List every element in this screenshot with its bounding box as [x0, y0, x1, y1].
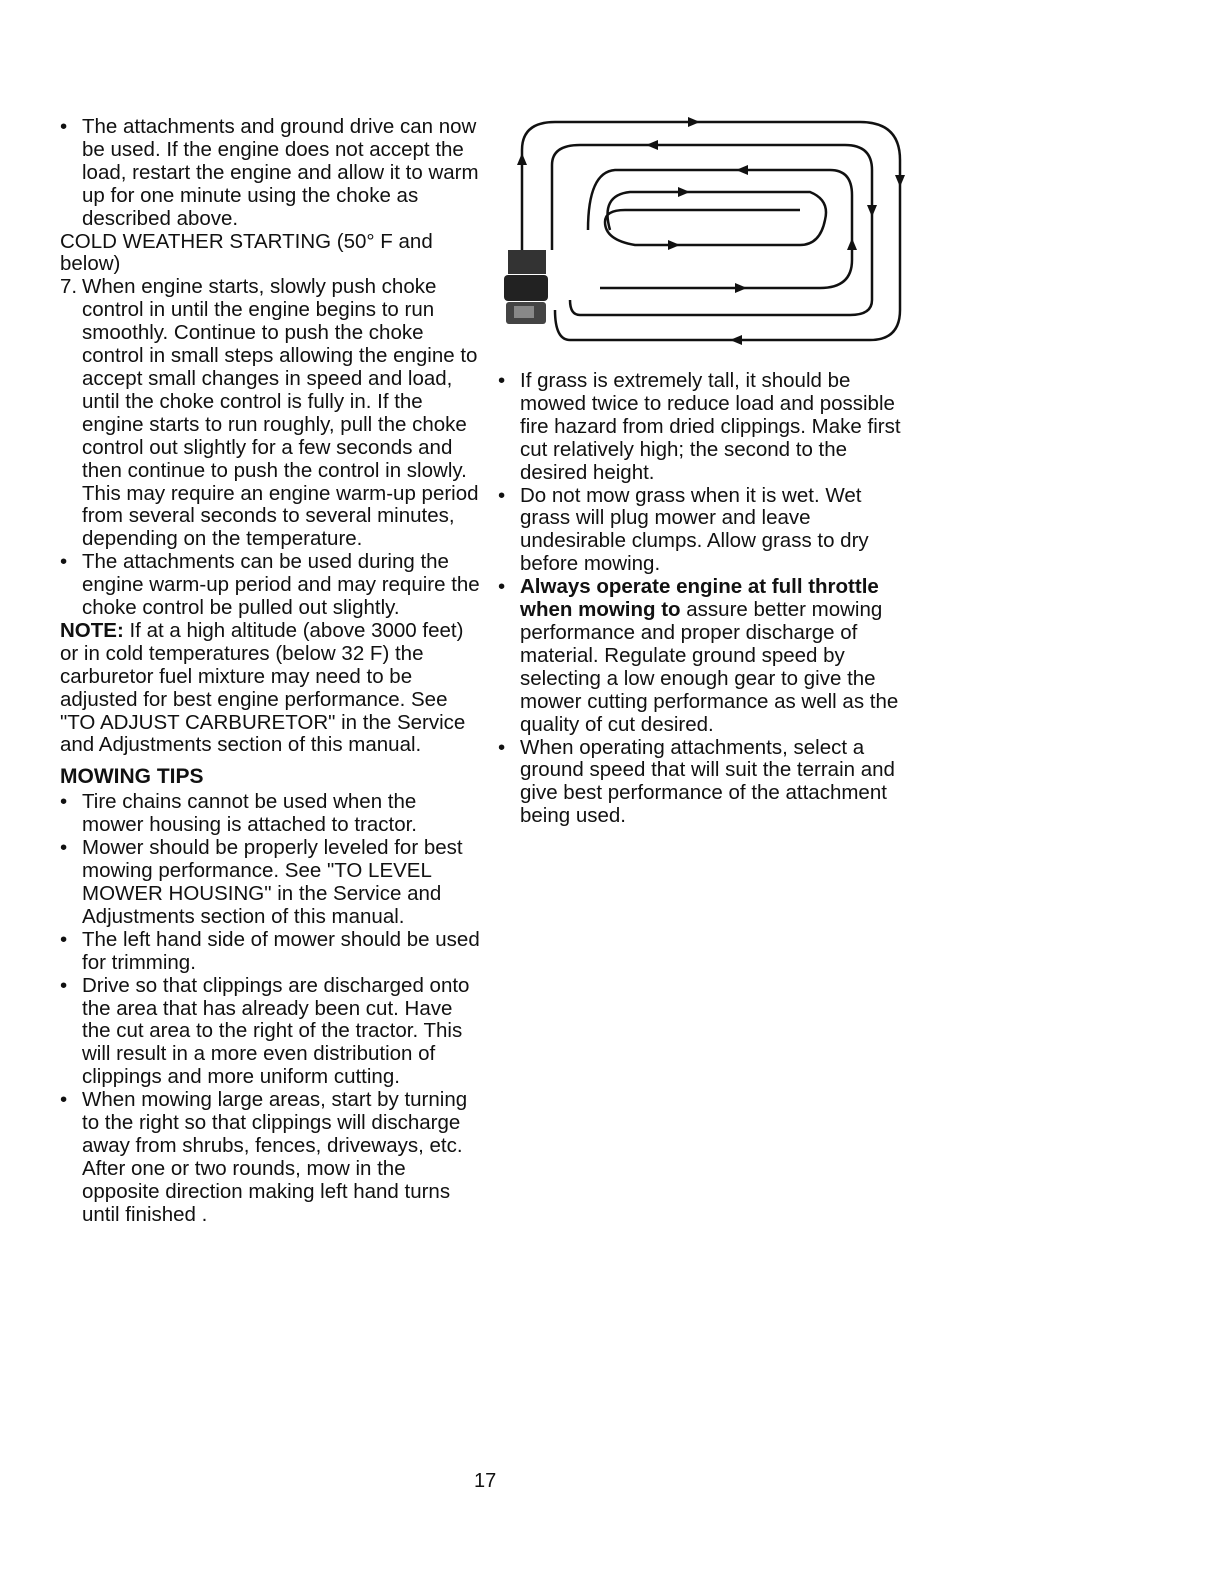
bullet-dot: • [60, 115, 68, 138]
inner-oval-path [605, 192, 826, 245]
mowing-pattern-diagram [500, 110, 920, 360]
bullet-dot: • [60, 790, 68, 814]
bullet-dot: • [498, 369, 506, 392]
arrow-right [735, 283, 747, 293]
list-item [60, 975, 480, 1090]
bullet-text: Tire chains cannot be used when the mower housing is attached to tractor. [82, 790, 418, 837]
bullet-text: Mower should be properly leveled for best mowing performance. See "TO LEVEL MOWER HOUSING" in the Service and Adjustments section of this manual. [82, 836, 463, 928]
bullet-attachments-warmup [60, 551, 480, 620]
bullet-text: The left hand side of mower should be used for trimming. [82, 927, 480, 974]
list-item [498, 737, 908, 829]
list-item [60, 1089, 480, 1226]
list-item [60, 929, 480, 975]
note-label: NOTE: [60, 618, 124, 642]
list-item [498, 370, 908, 485]
bullet-text: When mowing large areas, start by turning to the right so that clippings will discharge away from shrubs, fences, driveways, etc. After one or two rounds, mow in the opposite direction making left hand turns until finished . [82, 1088, 468, 1226]
arrow-left [646, 140, 658, 150]
tractor-icon [504, 250, 548, 324]
bullet-dot: • [498, 483, 506, 507]
list-item [60, 791, 480, 837]
arrow-up [847, 238, 857, 250]
bullet-bold-text: Always operate engine at full throttle when mowing to [520, 575, 879, 622]
bullet-dot: • [60, 973, 68, 997]
note-text: If at a high altitude (above 3000 feet) or in cold temperatures (below 32 F) the carburetor fuel mixture may need to be adjusted for best engine performance. See "TO ADJUST CARBURETOR" in the Service and Adjustments section of this manual. [60, 618, 466, 757]
bullet-text: When operating attachments, select a ground speed that will suit the terrain and give best performance of the attachment being used. [520, 735, 895, 828]
page-number: 17 [474, 1470, 497, 1492]
arrow-up [517, 153, 527, 165]
bullet-text: If grass is extremely tall, it should be mowed twice to reduce load and possible fire hazard from dried clippings. Make first cut relatively high; the second to the desired height. [520, 369, 901, 484]
bullet-dot: • [60, 550, 68, 574]
third-mowing-path [588, 170, 852, 288]
right-column [498, 370, 908, 828]
list-item [60, 837, 480, 929]
bullet-text: assure better mowing performance and proper discharge of material. Regulate ground speed by selecting a low enough gear to give the mower cutting performance as well as the quality of cut desired. [520, 598, 899, 736]
note-paragraph [60, 620, 480, 757]
outer-mowing-path [522, 122, 900, 340]
step-7 [60, 276, 480, 551]
bullet-text: Drive so that clippings are discharged onto the area that has already been cut. Have the cut area to the right of the tractor. This will result in a more even distribution of clippings and more uniform cutting. [82, 973, 470, 1089]
arrow-left [736, 165, 748, 175]
arrow-left [730, 335, 742, 345]
arrow-right [668, 240, 680, 250]
mowing-tips-heading: MOWING TIPS [60, 765, 204, 789]
step-number: 7. [60, 275, 78, 299]
bullet-dot: • [60, 836, 68, 860]
bullet-text: The attachments and ground drive can now be used. If the engine does not accept the load, restart the engine and allow it to warm up for one minute using the choke as described above. [82, 115, 479, 230]
arrow-right [678, 187, 690, 197]
arrow-down [895, 175, 905, 187]
left-column [60, 116, 480, 1227]
arrow-right [688, 117, 700, 127]
list-item [498, 576, 908, 736]
bullet-dot: • [60, 1088, 68, 1112]
bullet-attachments-ready [60, 116, 480, 231]
bullet-dot: • [60, 927, 68, 951]
arrow-down [867, 205, 877, 217]
list-item [498, 485, 908, 577]
bullet-text: Do not mow grass when it is wet. Wet grass will plug mower and leave undesirable clumps. Allow grass to dry before mowing. [520, 483, 869, 576]
cold-weather-heading: COLD WEATHER STARTING (50° F and below) [60, 229, 433, 276]
bullet-dot: • [498, 735, 506, 759]
step-text: When engine starts, slowly push choke control in until the engine begins to run smoothly. Continue to push the choke control in small steps allowing the engine to accept small changes in speed and load, until the choke control is fully in. If the engine starts to run roughly, pull the choke control out slightly for a few seconds and then continue to push the control in slowly. This may require an engine warm-up period from several seconds to several minutes, depending on the temperature. [82, 275, 479, 551]
bullet-text: The attachments can be used during the engine warm-up period and may require the choke control be pulled out slightly. [82, 550, 480, 620]
bullet-dot: • [498, 575, 506, 599]
